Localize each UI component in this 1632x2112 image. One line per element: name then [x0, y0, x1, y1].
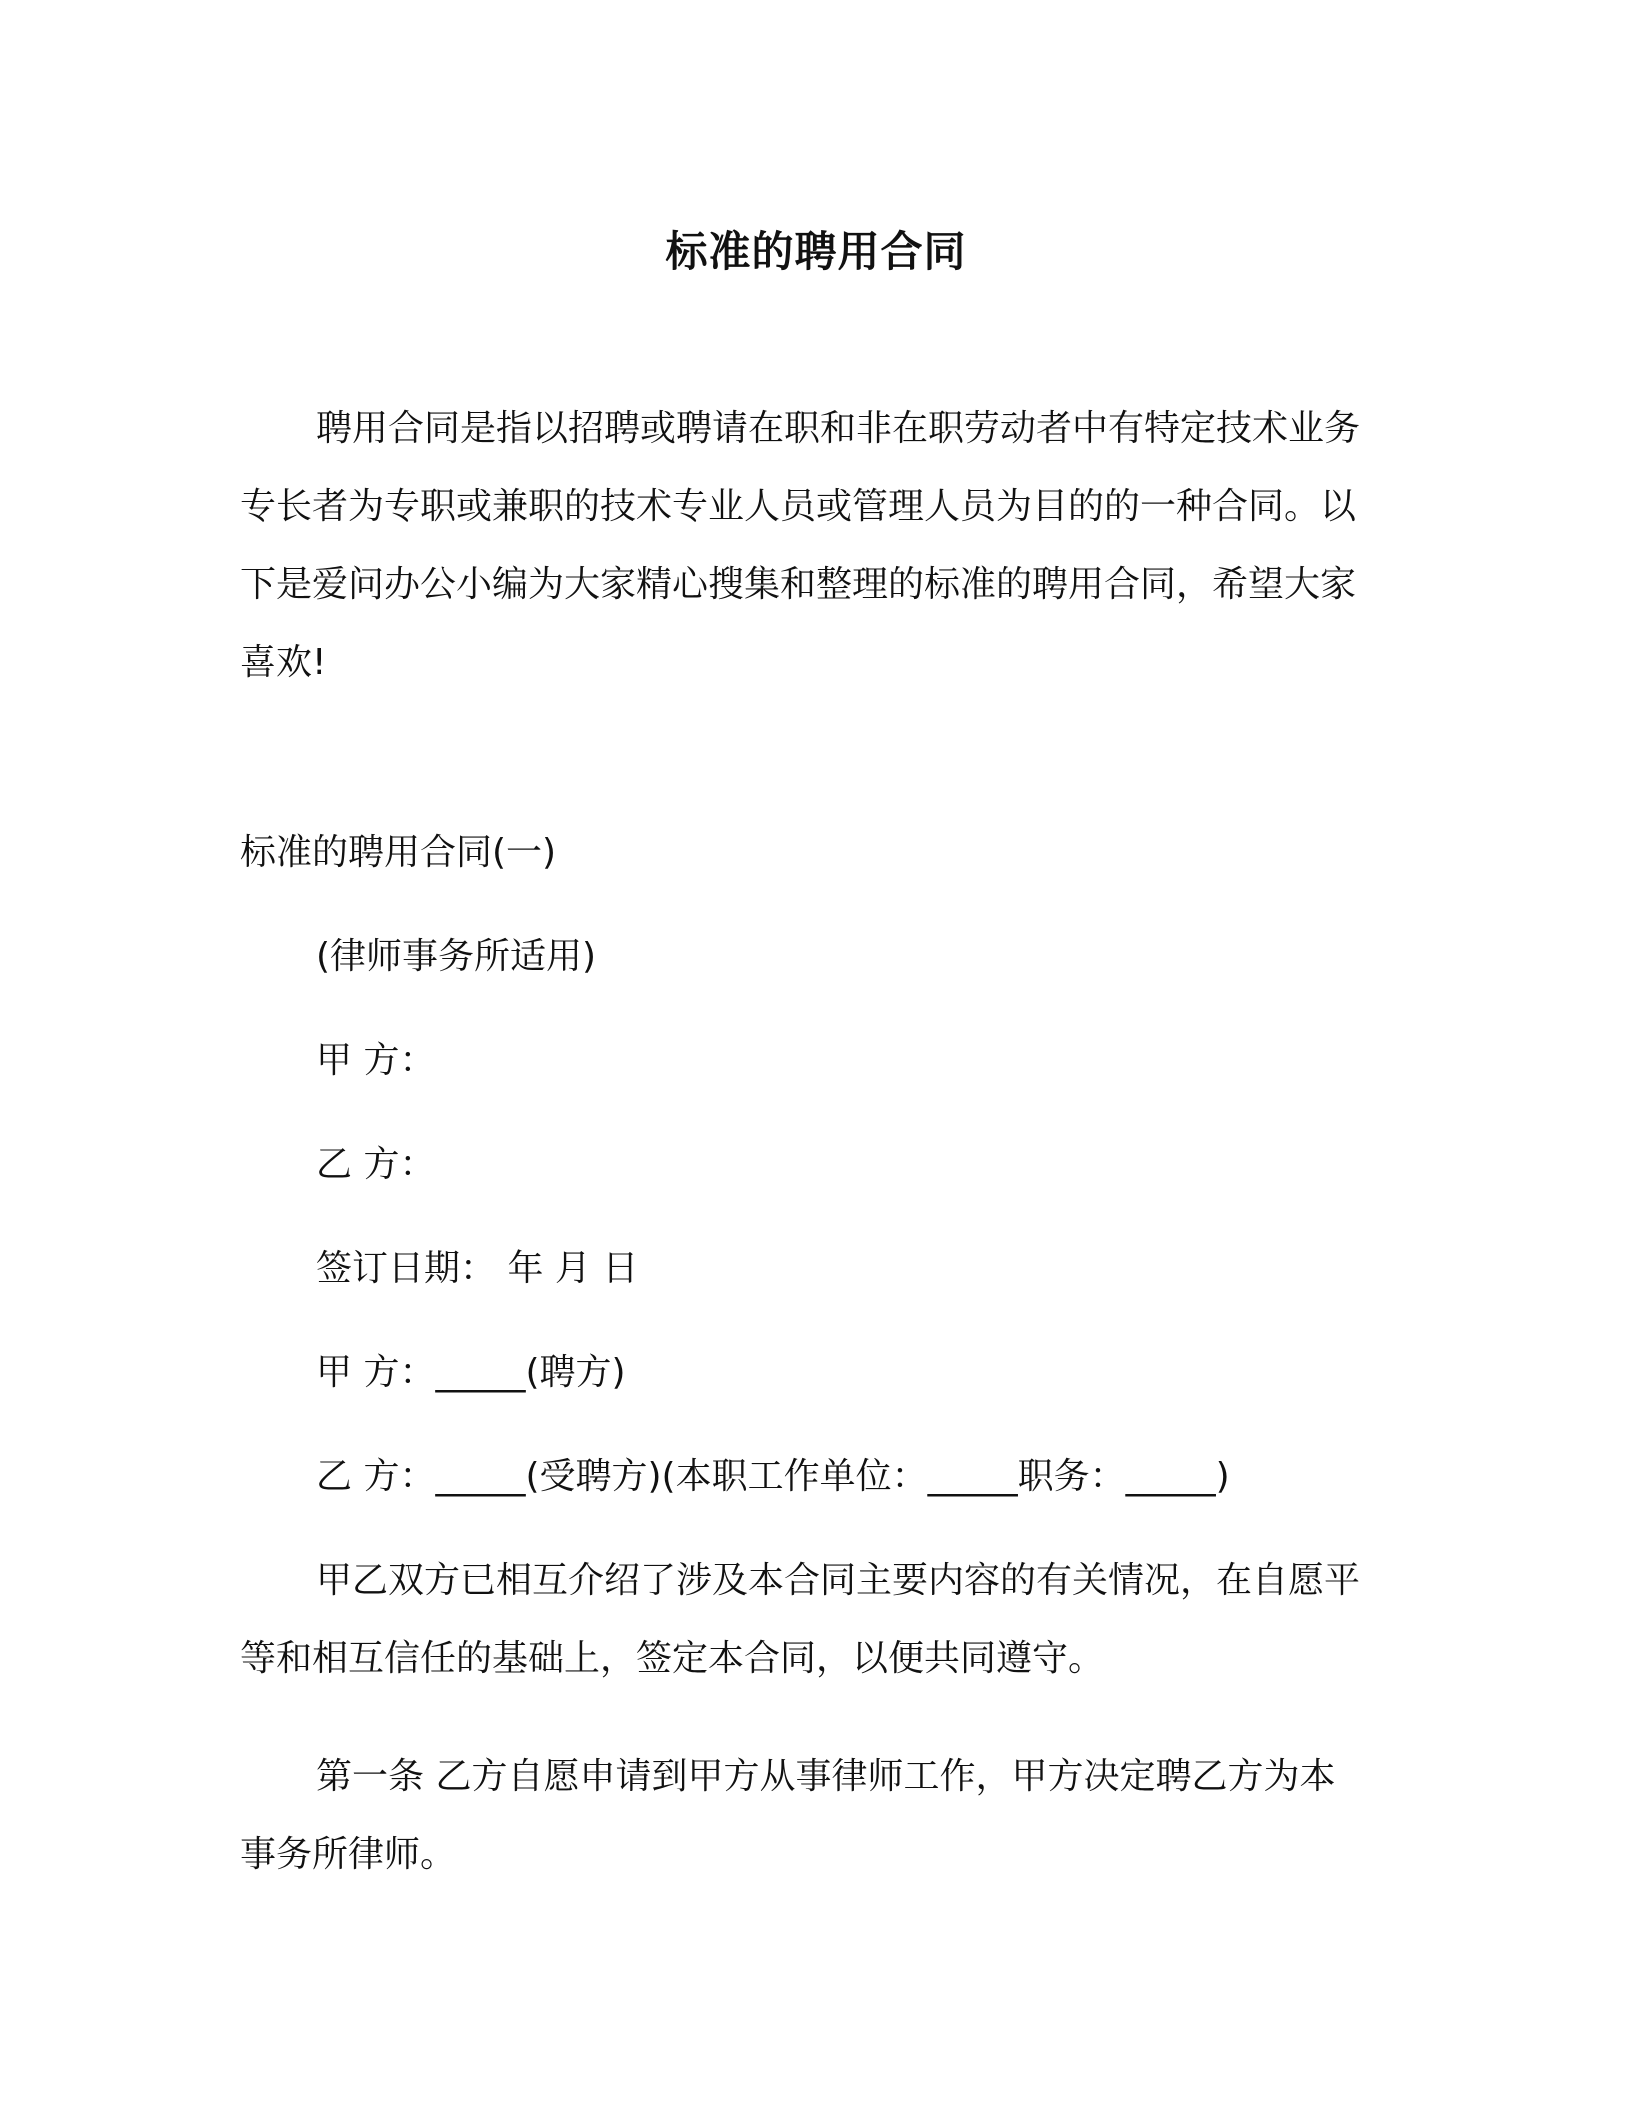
preamble-paragraph: 甲乙双方已相互介绍了涉及本合同主要内容的有关情况，在自愿平等和相互信任的基础上，签定本合同，以便共同遵守。	[240, 1560, 1361, 1679]
party-b-line: 乙 方：_____(受聘方)(本职工作单位：_____职务：_____)	[316, 1456, 1230, 1497]
party-a-label: 甲 方：	[316, 1040, 436, 1081]
article-1-paragraph: 第一条 乙方自愿申请到甲方从事律师工作，甲方决定聘乙方为本事务所律师。	[240, 1756, 1336, 1875]
party-a-line: 甲 方：_____(聘方)	[316, 1352, 626, 1393]
party-b-label: 乙 方：	[316, 1144, 436, 1185]
applicability-note: (律师事务所适用)	[316, 936, 597, 977]
signing-date: 签订日期： 年 月 日	[316, 1248, 639, 1289]
section-heading: 标准的聘用合同(一)	[240, 832, 557, 873]
document-title: 标准的聘用合同	[665, 227, 967, 276]
intro-paragraph: 聘用合同是指以招聘或聘请在职和非在职劳动者中有特定技术业务专长者为专职或兼职的技术专业人员或管理人员为目的的一种合同。以下是爱问办公小编为大家精心搜集和整理的标准的聘用合同，希望大家喜欢!	[240, 408, 1361, 683]
